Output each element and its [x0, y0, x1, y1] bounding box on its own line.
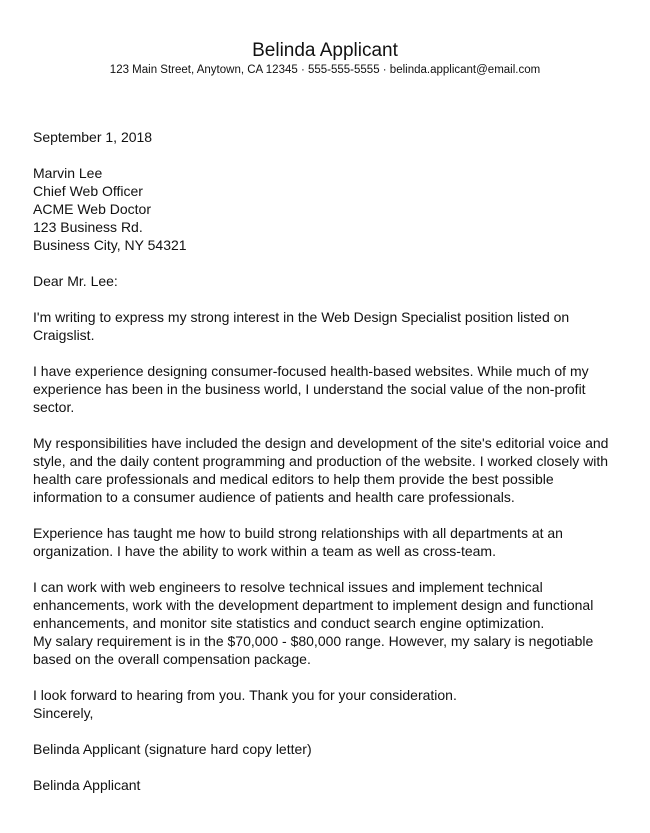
paragraph: I look forward to hearing from you. Thank you for your consideration.: [33, 687, 457, 703]
sender-name: Belinda Applicant: [252, 40, 398, 61]
sender-contact: 123 Main Street, Anytown, CA 12345 · 555-555-5555 · belinda.applicant@email.com: [109, 64, 541, 76]
recipient-company: ACME Web Doctor: [33, 201, 151, 217]
recipient-street: 123 Business Rd.: [33, 219, 143, 235]
salutation: Dear Mr. Lee:: [33, 273, 118, 289]
signature-name: Belinda Applicant: [33, 777, 141, 793]
closing-group: [33, 686, 623, 722]
paragraph: Experience has taught me how to build strong relationships with all departments at an organization. I have the ability to work within a team as well as cross-team.: [33, 525, 563, 559]
recipient-address: [33, 164, 623, 254]
paragraph: I'm writing to express my strong interest in the Web Design Specialist position listed on Craigslist.: [33, 309, 570, 343]
paragraph: I can work with web engineers to resolve technical issues and implement technical enhancements, work with the development department to implement design and functional enhancements, and monitor site statistics and conduct search engine optimization.: [33, 579, 594, 631]
paragraph: My responsibilities have included the design and development of the site's editorial voice and style, and the daily content programming and production of the website. I worked closely with health care professionals and medical editors to help them provide the best possible information to a consumer audience of patients and health care professionals.: [33, 435, 609, 505]
letter-date: September 1, 2018: [33, 129, 153, 145]
recipient-city: Business City, NY 54321: [33, 237, 187, 253]
closing: Sincerely,: [33, 705, 94, 721]
signature-note: Belinda Applicant (signature hard copy letter): [33, 741, 312, 757]
paragraph: I have experience designing consumer-focused health-based websites. While much of my experience has been in the business world, I understand the social value of the non-profit sector.: [33, 363, 589, 415]
letter-body: [33, 128, 623, 812]
recipient-title: Chief Web Officer: [33, 183, 143, 199]
recipient-name: Marvin Lee: [33, 165, 103, 181]
paragraph: My salary requirement is in the $70,000 - $80,000 range. However, my salary is negotiable based on the overall compensation package.: [33, 633, 594, 667]
paragraph-group: [33, 578, 623, 668]
